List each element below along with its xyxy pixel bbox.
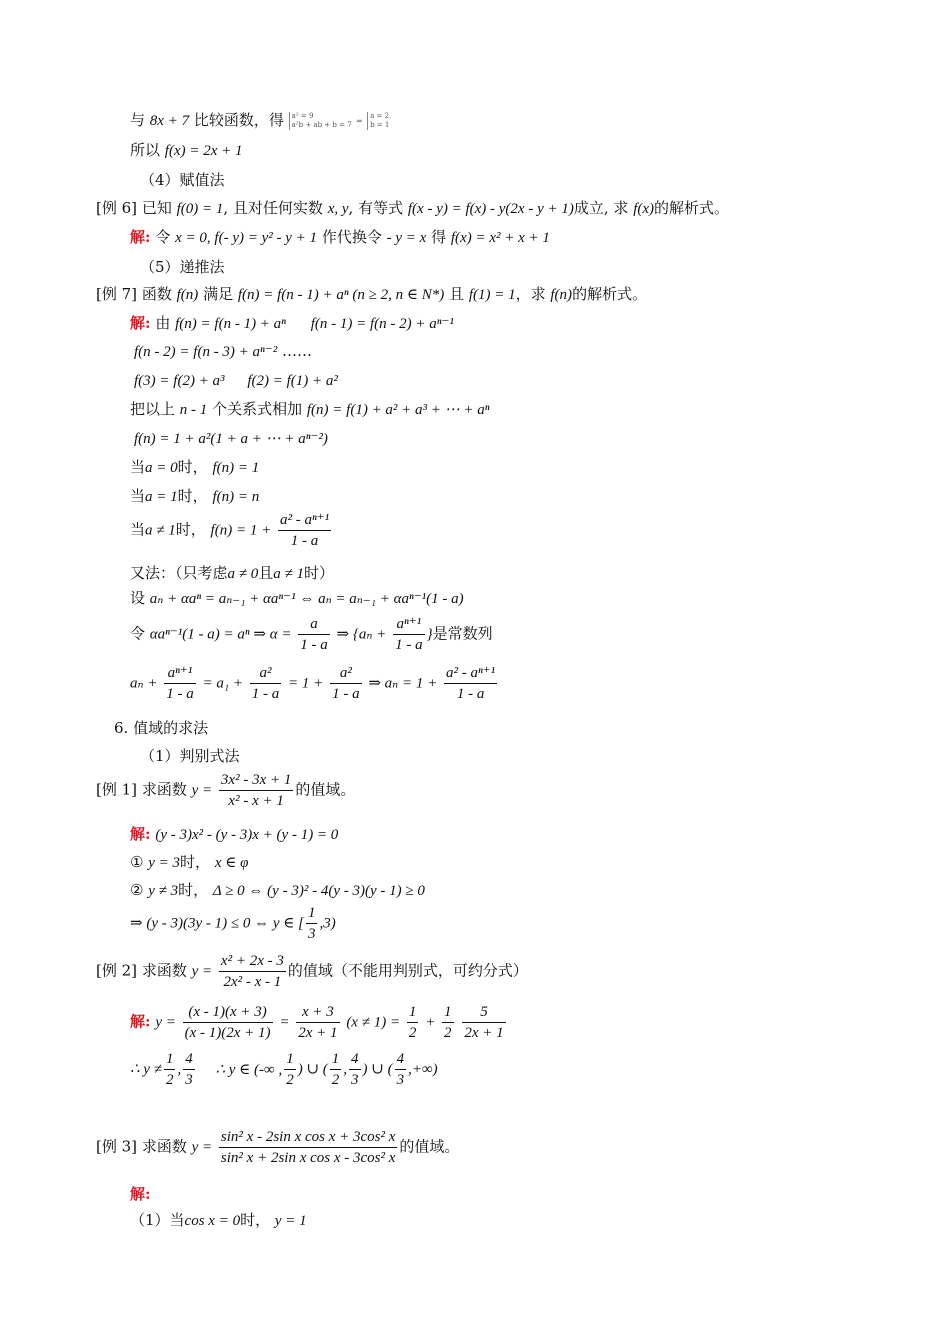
text: 时， [180,853,211,871]
text: 的值域。 [399,1137,460,1156]
math: f(n) = 1 + a²(1 + a + ⋯ + aⁿ⁻²) [134,431,328,447]
fraction [278,510,331,551]
denominator: 1 - a [332,686,360,702]
solution-7-line4 [130,399,490,420]
math: cos x = 0 [184,1213,241,1229]
heading-assignment-method: （4）赋值法 [140,171,225,189]
denominator: 1 - a [290,533,319,549]
math: f(2) = f(1) + a² [247,373,338,389]
text: 时， [175,520,206,539]
numerator: 1 [407,1002,419,1023]
numerator: aⁿ⁺¹ [164,663,196,684]
math: f(n) = n [212,489,260,505]
case-a-one [130,486,259,507]
text: 令 [155,228,171,246]
example-7 [96,284,647,305]
numerator: 1 [306,903,318,924]
fraction [462,1002,505,1043]
math: y = 1 [274,1213,307,1229]
math: f(n) = f(1) + a² + a³ + ⋯ + aⁿ [306,402,490,418]
solution-1-line1 [130,824,338,845]
alternative-line4 [130,663,499,707]
denominator: 1 - a [251,686,280,702]
math: a = 1 [145,489,178,505]
denominator: (x - 1)(2x + 1) [184,1025,271,1041]
text: 当 [130,520,146,539]
solution-7-line3 [134,370,338,391]
heading-recursion-method: （5）递推法 [140,258,225,276]
fraction [164,663,196,704]
solution-label: 解: [130,1012,151,1031]
text: 成立, 求 [573,199,629,217]
text: 时， [177,458,208,476]
text: 的解析式。 [654,199,730,217]
math: n - 1 [179,402,208,418]
solution-7-line2 [134,341,312,362]
math: , [343,1061,348,1078]
math: y = 3 [148,855,181,871]
text: 且 [449,285,465,303]
math: y = [191,1139,213,1156]
math: Δ ≥ 0 ⇔ (y - 3)² - 4(y - 3)(y - 1) ≥ 0 [212,883,425,899]
math: f(n - 2) = f(n - 3) + aⁿ⁻² [134,344,278,360]
fraction [296,1002,339,1043]
text: 又法：（只考虑 [130,564,228,582]
math: a = 2 [370,112,390,120]
fraction [284,1049,296,1090]
math: f(1) = 1 [468,287,516,303]
solution-label: 解: [130,1185,151,1203]
text: , 且对任何实数 [223,199,323,217]
math: ⇒ (y - 3)(3y - 1) ≤ 0 ⇔ y ∈ [ [130,915,304,932]
solution-3-label [130,1184,151,1204]
math: f(3) = f(2) + a³ [134,373,225,389]
math: f(n) = f(n - 1) + aⁿ [175,316,286,332]
fraction [298,614,330,655]
math: x = 0, f(- y) = y² - y + 1 [175,230,318,246]
math: a ≠ 1 [273,566,304,582]
numerator: a [298,614,330,635]
fraction [164,1049,176,1090]
math: ∴ y ≠ [130,1061,162,1078]
example-tag: [例 2] [96,961,138,980]
text: 设 [130,589,146,607]
example-tag: [例 6] [96,199,138,217]
math: ,+∞) [408,1061,438,1078]
denominator: 2 [331,1072,340,1088]
text: 且 [258,564,274,582]
numerator: (x - 1)(x + 3) [183,1002,273,1023]
alternative-line2 [130,588,464,609]
math: = [279,1014,290,1031]
example-2 [96,951,528,995]
alternative-line3 [130,614,493,658]
solution-7-line5 [134,428,328,449]
math: x ∈ φ [214,855,249,871]
text: 时， [177,487,208,505]
denominator: 3 [351,1072,359,1088]
math: ,3) [319,915,336,932]
numerator: x² + 2x - 3 [219,951,286,972]
math: f(n - 1) = f(n - 2) + aⁿ⁻¹ [310,316,454,332]
math: ⇒ aₙ = 1 + [368,675,438,692]
math: - y = x [386,230,427,246]
denominator: 2x + 1 [464,1025,504,1041]
text: 当 [130,487,146,505]
text: 把以上 [130,400,176,418]
example-tag: [例 7] [96,285,138,303]
fraction [442,1002,454,1043]
numerator: x + 3 [296,1002,339,1023]
text: 令 [130,624,146,643]
fraction [407,1002,419,1043]
math: y ≠ 3 [148,883,179,899]
text: 得 [431,228,447,246]
math: f(n) = 1 + [210,522,272,539]
text: 是常数列 [432,624,493,643]
math: y = [191,782,213,799]
numerator: 3x² - 3x + 1 [219,770,293,791]
text: 的值域（不能用判别式，可约分式） [287,961,528,980]
numerator: 5 [462,1002,505,1023]
denominator: x² - x + 1 [228,793,284,809]
numerator: 4 [395,1049,407,1070]
math: = a₁ + [202,675,243,692]
numerator: a² - aⁿ⁺¹ [278,510,331,531]
text: ① [130,853,144,871]
solution-1-result [130,903,336,947]
solution-7-line1 [130,313,454,334]
solution-6 [130,227,550,248]
line-compare-function [130,110,389,131]
math: a = 0 [145,460,178,476]
numerator: a² [330,663,362,684]
fraction [219,1127,398,1168]
numerator: sin² x - 2sin x cos x + 3cos² x [219,1127,398,1148]
denominator: 2 [286,1072,294,1088]
text: 的解析式。 [572,285,648,303]
math: , [177,1061,182,1078]
fraction [250,663,282,704]
text: 与 [130,111,146,129]
denominator: 2x² - x - 1 [223,974,282,990]
solution-3-case1 [130,1210,307,1231]
math: f(n) = f(n - 1) + aⁿ (n ≥ 2, n ∈ N*) [237,287,445,303]
denominator: 2 [408,1025,417,1041]
math: 8x + 7 [149,113,190,129]
example-1 [96,770,355,814]
text: 时， [178,881,209,899]
numerator: 1 [164,1049,176,1070]
example-6 [96,198,729,219]
text: 当 [130,458,146,476]
math: f(x) [633,201,655,217]
text: 所以 [130,141,161,159]
equation-system-1 [289,112,352,130]
text: 求函数 [141,780,187,799]
math: = 1 + [288,675,324,692]
text: 由 [155,314,171,332]
solution-2-line1 [130,1002,508,1046]
numerator: 4 [349,1049,361,1070]
text: （1）当 [130,1211,185,1229]
math: f(x) = 2x + 1 [164,143,243,159]
denominator: 2 [444,1025,452,1041]
denominator: 3 [185,1072,193,1088]
numerator: 4 [183,1049,195,1070]
fraction [330,1049,342,1090]
denominator: 1 - a [456,686,485,702]
math: aₙ + αaⁿ = aₙ₋₁ + αaⁿ⁻¹ ⇔ aₙ = aₙ₋₁ + αaⁿ⁻¹(1 - a) [149,591,464,607]
math: f(x - y) = f(x) - y(2x - y + 1) [407,201,574,217]
denominator: 1 - a [395,637,423,653]
math: αaⁿ⁻¹(1 - a) = aⁿ ⇒ α = [149,626,292,643]
fraction [349,1049,361,1090]
numerator: a² - aⁿ⁺¹ [444,663,497,684]
math: ⇒ [356,116,363,125]
math: ⇒ {aₙ + [336,626,387,643]
math: f(n) = 1 [212,460,260,476]
text: 作代换令 [321,228,382,246]
math: (y - 3)x² - (y - 3)x + (y - 1) = 0 [155,827,339,843]
fraction [219,770,293,811]
fraction [330,663,362,704]
solution-1-case1 [130,852,248,873]
math: ∴ y ∈ (-∞ , [215,1061,283,1078]
section-6-heading: 6. 值域的求法 [114,719,209,737]
denominator: 1 - a [166,686,194,702]
denominator: 3 [307,926,316,942]
text: 时， [240,1211,271,1229]
math: x, y [327,201,349,217]
text: ② [130,881,144,899]
fraction [395,1049,407,1090]
text: , 有等式 [348,199,404,217]
math: } [426,626,433,643]
text: 的值域。 [295,780,356,799]
fraction [393,614,425,655]
denominator: 3 [396,1072,405,1088]
case-a-not-one [130,510,333,554]
text: 求函数 [141,1137,187,1156]
example-tag: [例 1] [96,780,138,799]
fraction [183,1049,195,1090]
numerator: a² [250,663,282,684]
line-result-fx [130,140,243,161]
math: + [425,1014,436,1031]
text: 比较函数，得 [193,111,284,129]
fraction [306,903,318,944]
numerator: 1 [442,1002,454,1023]
denominator: 2 [165,1072,174,1088]
text: …… [281,342,312,360]
math: aₙ + [130,675,158,692]
text: ，求 [515,285,546,303]
text: 个关系式相加 [212,400,303,418]
solution-label: 解: [130,825,151,843]
math: a ≠ 1 [145,522,176,539]
math: a ≠ 0 [227,566,259,582]
math: y = [155,1014,176,1031]
equation-system-2 [367,112,389,130]
text: 求函数 [141,961,187,980]
text: 已知 [141,199,172,217]
heading-discriminant-method: （1）判别式法 [140,747,240,765]
text: 时） [304,564,335,582]
example-3 [96,1127,459,1171]
solution-1-case2 [130,880,425,901]
math: ) ∪ ( [297,1061,328,1078]
math: y = [191,963,213,980]
text: 函数 [141,285,172,303]
math: f(0) = 1 [176,201,224,217]
fraction [444,663,497,704]
case-a-zero [130,457,259,478]
math: a²b + ab + b = 7 [291,121,352,129]
fraction [219,951,286,992]
solution-label: 解: [130,314,151,332]
numerator: aⁿ⁺¹ [393,614,425,635]
text: 满足 [203,285,234,303]
math: f(n) [550,287,573,303]
example-tag: [例 3] [96,1137,138,1156]
math: f(x) = x² + x + 1 [450,230,550,246]
math: a² = 9 [291,112,314,120]
math: f(n) [176,287,199,303]
denominator: 2x + 1 [298,1025,338,1041]
alternative-method [130,563,334,584]
math: ) ∪ ( [362,1061,393,1078]
solution-label: 解: [130,228,151,246]
denominator: 1 - a [300,637,328,653]
fraction [183,1002,273,1043]
numerator: 1 [330,1049,342,1070]
solution-2-result [130,1049,438,1093]
math: b = 1 [370,121,390,129]
math: (x ≠ 1) = [346,1014,401,1031]
denominator: sin² x + 2sin x cos x - 3cos² x [220,1150,396,1166]
numerator: 1 [284,1049,296,1070]
